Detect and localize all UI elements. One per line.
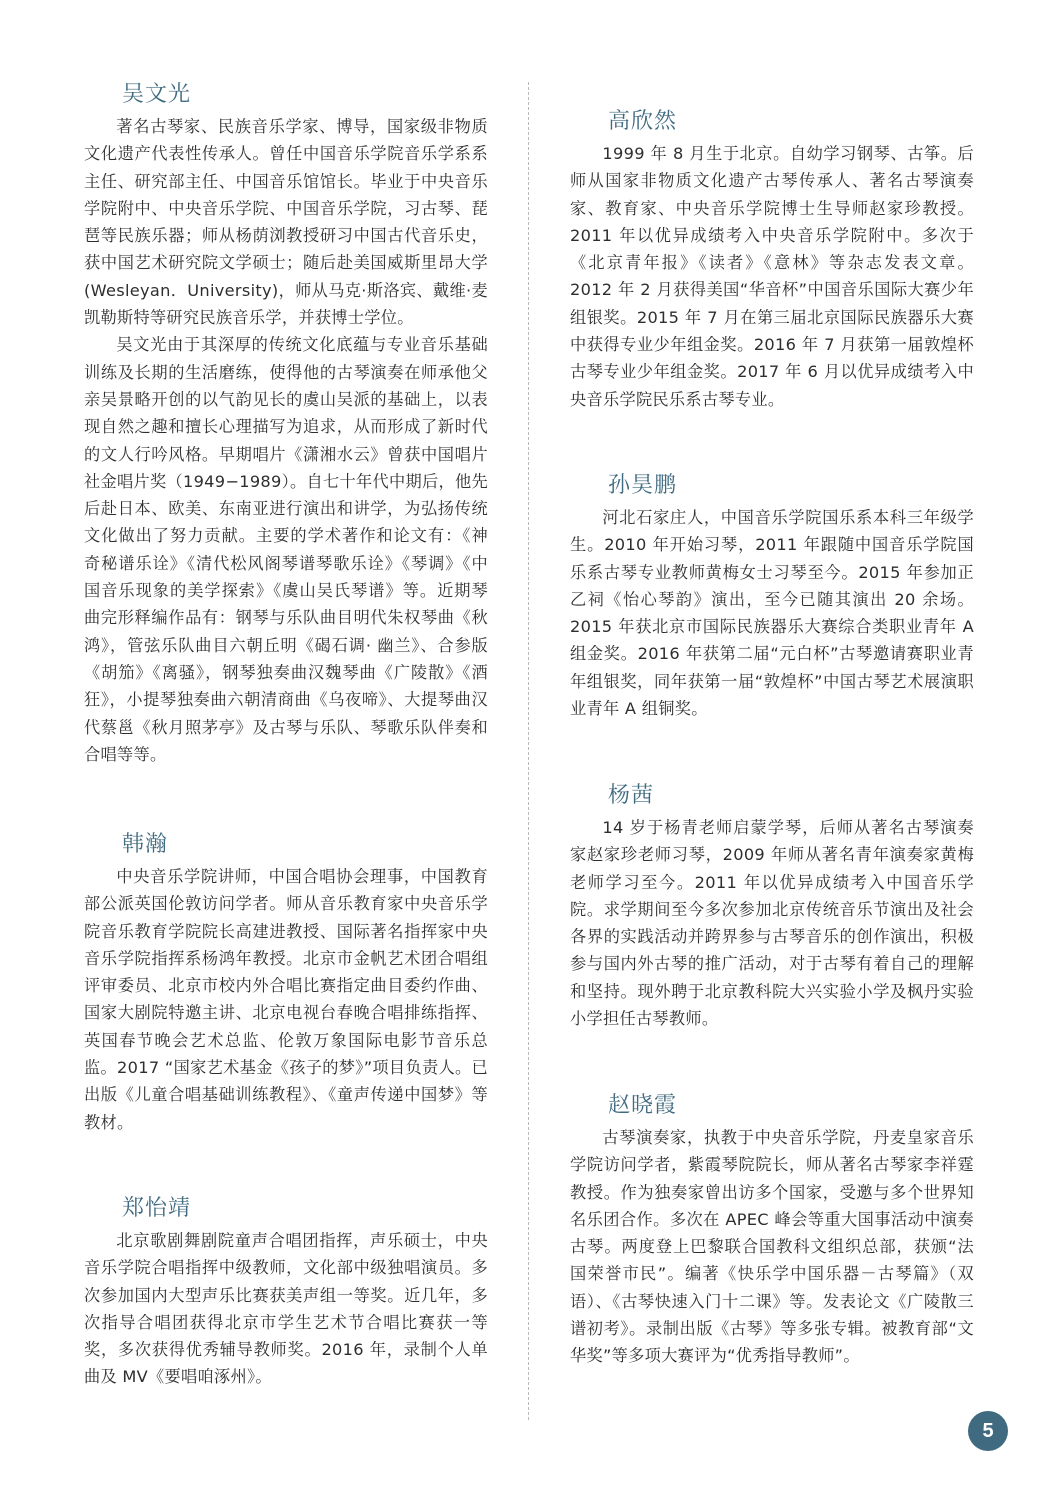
bio-paragraph: 中央音乐学院讲师，中国合唱协会理事，中国教育部公派英国伦敦访问学者。师从音乐教育家中央音乐学院音乐教育学院院长高建进教授、国际著名指挥家中央音乐学院指挥系杨鸿年教授。北京市金帆艺术团合唱组评审委员、北京市校内外合唱比赛指定曲目委约作曲、国家大剧院特邀主讲、北京电视台春晚合唱排练指挥、英国春节晚会艺术总监、伦敦万象国际电影节音乐总监。2017 “国家艺术基金《孩子的梦》”项目负责人。已出版《儿童合唱基础训练教程》、《童声传递中国梦》等教材。 bbox=[84, 867, 488, 1132]
bio-name: 杨茜 bbox=[608, 783, 655, 808]
bio-text bbox=[84, 863, 488, 1136]
bio-section-wu-wenguang bbox=[84, 79, 488, 768]
bio-paragraph: 1999 年 8 月生于北京。自幼学习钢琴、古筝。后师从国家非物质文化遗产古琴传承人、著名古琴演奏家、教育家、中央音乐学院博士生导师赵家珍教授。2011 年以优异成绩考入中央音乐学院附中。多次于《北京青年报》《读者》《意林》等杂志发表文章。2012 年 2 月获得美国“华音杯”中国音乐国际大赛少年组银奖。2015 年 7 月在第三届北京国际民族器乐大赛中获得专业少年组金奖。2016 年 7 月获第一届敦煌杯古琴专业少年组金奖。2017 年 6 月以优异成绩考入中央音乐学院民乐系古琴专业。 bbox=[570, 144, 974, 409]
bio-paragraph: 河北石家庄人，中国音乐学院国乐系本科三年级学生。2010 年开始习琴，2011 年跟随中国音乐学院国乐系古琴专业教师黄梅女士习琴至今。2015 年参加正乙祠《怡心琴韵》演出，至今已随其演出 20 余场。2015 年获北京市国际民族器乐大赛综合类职业青年 A 组金奖。2016 年获第二届“元白杯”古琴邀请赛职业青年组银奖，同年获第一届“敦煌杯”中国古琴艺术展演职业青年 A 组铜奖。 bbox=[570, 508, 974, 719]
bio-paragraph: 古琴演奏家，执教于中央音乐学院，丹麦皇家音乐学院访问学者，紫霞琴院院长，师从著名古琴家李祥霆教授。作为独奏家曾出访多个国家，受邀与多个世界知名乐团合作。多次在 APEC 峰会等重大国事活动中演奏古琴。两度登上巴黎联合国教科文组织总部，获颁“法国荣誉市民”。编著《快乐学中国乐器－古琴篇》（双语）、《古琴快速入门十二课》等。发表论文《广陵散三谱初考》。录制出版《古琴》等多张专辑。被教育部“文华奖”等多项大赛评为“优秀指导教师”。 bbox=[570, 1128, 974, 1366]
bio-name: 高欣然 bbox=[608, 109, 678, 134]
page-number-badge bbox=[968, 1411, 1008, 1451]
bio-text bbox=[84, 113, 488, 768]
bio-section-sun-haopeng bbox=[570, 470, 974, 722]
bio-paragraph: 14 岁于杨青老师启蒙学琴，后师从著名古琴演奏家赵家珍老师习琴，2009 年师从著名青年演奏家黄梅老师学习至今。2011 年以优异成绩考入中国音乐学院。求学期间至今多次参加北京传统音乐节演出及社会各界的实践活动并跨界参与古琴音乐的创作演出，积极参与国内外古琴的推广活动，对于古琴有着自己的理解和坚持。现外聘于北京教科院大兴实验小学及枫丹实验小学担任古琴教师。 bbox=[570, 818, 974, 1029]
bio-section-han-han bbox=[84, 829, 488, 1136]
column-divider bbox=[528, 82, 529, 1420]
bio-paragraph: 吴文光由于其深厚的传统文化底蕴与专业音乐基础训练及长期的生活磨练，使得他的古琴演奏在师承他父亲吴景略开创的以气韵见长的虞山吴派的基础上，以表现自然之趣和擅长心理描写为追求，从而形成了新时代的文人行吟风格。早期唱片《潇湘水云》曾获中国唱片社金唱片奖（1949−1989）。自七十年代中期后，他先后赴日本、欧美、东南亚进行演出和讲学，为弘扬传统文化做出了努力贡献。主要的学术著作和论文有：《神奇秘谱乐诠》《清代松风阁琴谱琴歌乐诠》《琴调》《中国音乐现象的美学探索》《虞山吴氏琴谱》等。近期琴曲完形释编作品有：钢琴与乐队曲目明代朱权琴曲《秋鸿》，管弦乐队曲目六朝丘明《碣石调· 幽兰》、合参版《胡笳》《离骚》，钢琴独奏曲汉魏琴曲《广陵散》《酒狂》，小提琴独奏曲六朝清商曲《乌夜啼》、大提琴曲汉代蔡邕《秋月照茅亭》及古琴与乐队、琴歌乐队伴奏和合唱等等。 bbox=[84, 335, 488, 764]
bio-text bbox=[570, 814, 974, 1032]
bio-paragraph: 北京歌剧舞剧院童声合唱团指挥，声乐硕士，中央音乐学院合唱指挥中级教师，文化部中级独唱演员。多次参加国内大型声乐比赛获美声组一等奖。近几年，多次指导合唱团获得北京市学生艺术节合唱比赛获一等奖，多次获得优秀辅导教师奖。2016 年，录制个人单曲及 MV《要唱咱涿州》。 bbox=[84, 1231, 488, 1387]
bio-name: 赵晓霞 bbox=[608, 1093, 678, 1118]
bio-text bbox=[84, 1227, 488, 1391]
bio-name: 孙昊鹏 bbox=[608, 473, 678, 498]
bio-name: 郑怡靖 bbox=[122, 1196, 192, 1221]
bio-section-zheng-yijing bbox=[84, 1193, 488, 1391]
bio-section-gao-xinran bbox=[570, 106, 974, 413]
bio-section-yang-qian bbox=[570, 780, 974, 1032]
bio-paragraph: 著名古琴家、民族音乐学家、博导，国家级非物质文化遗产代表性传承人。曾任中国音乐学院音乐学系系主任、研究部主任、中国音乐馆馆长。毕业于中央音乐学院附中、中央音乐学院、中国音乐学院，习古琴、琵琶等民族乐器；师从杨荫浏教授研习中国古代音乐史，获中国艺术研究院文学硕士；随后赴美国威斯里昂大学(Wesleyan．University)，师从马克·斯洛宾、戴维·麦凯勒斯特等研究民族音乐学，并获博士学位。 bbox=[84, 117, 488, 328]
bio-text bbox=[570, 1124, 974, 1370]
bio-name: 吴文光 bbox=[122, 82, 192, 107]
bio-text bbox=[570, 504, 974, 722]
bio-section-zhao-xiaoxia bbox=[570, 1090, 974, 1370]
bio-name: 韩瀚 bbox=[122, 832, 169, 857]
page-number: 5 bbox=[982, 1419, 994, 1442]
bio-text bbox=[570, 140, 974, 413]
